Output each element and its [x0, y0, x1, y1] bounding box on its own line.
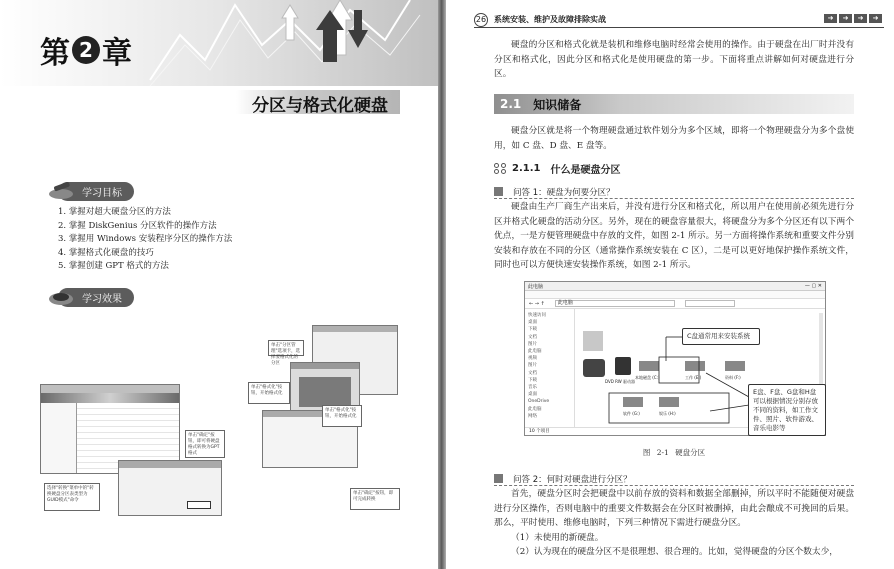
- sidebar-item[interactable]: 图片: [528, 341, 537, 347]
- sidebar-item[interactable]: 音乐: [528, 385, 537, 391]
- callout-confirm: 单击"确定"按钮，即可完成转换: [350, 488, 400, 510]
- question-2-label: 问答 2：何时对硬盘进行分区？: [513, 474, 632, 485]
- chapter-header: [0, 0, 438, 120]
- goals-list: [58, 206, 232, 274]
- arrow-icon: ➜: [824, 14, 837, 23]
- question-1-bar: [494, 185, 854, 199]
- sidebar-item[interactable]: 文档: [528, 370, 537, 376]
- effects-badge-label: 学习效果: [58, 288, 134, 307]
- chapter-suffix: 章: [102, 36, 132, 71]
- running-title: 系统安装、维护及故障排除实战: [494, 15, 606, 24]
- goal-item: 4. 掌握格式化硬盘的技巧: [58, 247, 154, 258]
- right-page: [446, 0, 894, 569]
- callout-c-drive: C盘通常用来安装系统: [682, 328, 760, 345]
- subsection-number: 2.1.1: [512, 163, 541, 174]
- sidebar-item[interactable]: 桌面: [528, 392, 537, 398]
- square-icon: [494, 187, 503, 196]
- window-title: 此电脑: [528, 283, 544, 290]
- page-number: 26: [474, 13, 488, 27]
- goals-badge-label: 学习目标: [58, 182, 134, 201]
- callout-format-info: 单击"格式化"按钮，开始格式化: [322, 405, 362, 427]
- drive-label: DVD RW 驱动器: [605, 379, 635, 384]
- callout-convert-done: 单击"确定"按钮，即可将硬盘格式转换为GPT格式: [185, 430, 225, 458]
- nav-arrows-icon[interactable]: ← → ↑: [529, 300, 545, 307]
- square-icon: [494, 474, 503, 483]
- header-arrows: [824, 14, 882, 23]
- goal-item: 2. 掌握 DiskGenius 分区软件的操作方法: [58, 220, 217, 231]
- dialog-screenshot: [118, 460, 222, 516]
- disc-icon: [48, 288, 74, 306]
- sidebar-item[interactable]: 视频: [528, 356, 537, 362]
- goal-item: 1. 掌握对超大硬盘分区的方法: [58, 207, 171, 217]
- drive-label: 工作 (E:): [685, 375, 702, 380]
- goal-item: 3. 掌握用 Windows 安装程序分区的操作方法: [58, 234, 233, 244]
- subsection-title: 什么是硬盘分区: [550, 165, 621, 176]
- chapter-prefix: 第: [40, 36, 70, 71]
- dots-icon: [494, 163, 506, 175]
- chapter-number: 2: [72, 36, 100, 64]
- section-heading: [494, 94, 854, 114]
- sidebar-item[interactable]: 网络: [528, 413, 537, 419]
- arrow-icon: ➜: [854, 14, 867, 23]
- answer-1: 硬盘由生产厂商生产出来后，并没有进行分区和格式化，所以用户在使用前必须先进行分区并格式化硬盘的活动分区。另外，现在的硬盘容量很大，将硬盘分为多个分区还有以下两个优点，一是方便管理硬盘中存放的文件，如图 2-1 所示。另一方面将操作系统和重要文件分别安装和存放在不同的分区（通常操作系统安装在 C 区），二是可以更好地保护操作系统文件，同时也可以方便快速安装操作系统，如图 2-1 所示。: [494, 202, 854, 271]
- section-number: 2.1: [500, 97, 522, 111]
- running-header: [474, 12, 884, 28]
- address-bar[interactable]: 此电脑: [555, 300, 675, 307]
- subsection-heading: [494, 161, 620, 176]
- sidebar-item[interactable]: OneDrive: [528, 399, 550, 405]
- figure-2-1: [524, 281, 826, 436]
- status-bar: 10 个项目: [525, 427, 825, 435]
- drive-label: 本地磁盘 (C:): [635, 375, 660, 380]
- sidebar-item[interactable]: 此电脑: [528, 349, 542, 355]
- goals-badge: [48, 181, 134, 201]
- sidebar-item[interactable]: 快速访问: [528, 313, 546, 318]
- effects-badge: [48, 287, 134, 307]
- drive-label: 娱乐 (H:): [659, 411, 676, 416]
- list-item: （2）认为现在的硬盘分区不是很理想、很合理的。比如，觉得硬盘的分区个数太少，: [511, 547, 838, 557]
- section-title: 知识储备: [533, 97, 582, 112]
- chapter-title-label: [40, 28, 132, 72]
- goal-item: 5. 掌握创建 GPT 格式的方法: [58, 261, 169, 271]
- chapter-title-banner: [236, 90, 400, 114]
- question-1-label: 问答 1：硬盘为何要分区？: [513, 187, 615, 198]
- drive-label: 软件 (G:): [623, 411, 640, 416]
- pen-icon: [48, 182, 74, 200]
- sidebar-item[interactable]: 文档: [528, 334, 537, 340]
- question-2-bar: [494, 472, 854, 486]
- section-intro: 硬盘分区就是将一个物理硬盘通过软件划分为多个区域，即将一个物理硬盘分为多个盘使用，如 C 盘、D 盘、E 盘等。: [494, 126, 854, 151]
- arrow-icon: ➜: [839, 14, 852, 23]
- intro-paragraph: 硬盘的分区和格式化就是装机和维修电脑时经常会使用的操作。由于硬盘在出厂时并没有分区和格式化，因此分区和格式化是使用硬盘的第一步。下面将重点讲解如何对硬盘进行分区。: [494, 40, 854, 80]
- callout-format-button: 单击"格式化"按钮，开始格式化: [248, 382, 290, 404]
- drive-label: 资料 (F:): [725, 375, 741, 380]
- callout-partition-tab: 单击"分区管理"选项卡，选择要格式化的分区: [268, 340, 304, 356]
- callout-efgh-drives: E盘、F盘、G盘和H盘可以根据情况分别存放不同的资料，如工作文件、照片、软件游戏、音乐电影等: [748, 384, 826, 436]
- list-item: （1）未使用的新硬盘。: [511, 533, 604, 543]
- sidebar-item[interactable]: 下载: [528, 327, 537, 333]
- book-spine: [438, 0, 446, 569]
- figure-caption: 图 2-1 硬盘分区: [642, 448, 706, 457]
- arrow-icon: ➜: [869, 14, 882, 23]
- chapter-title: 分区与格式化硬盘: [252, 96, 388, 116]
- sidebar-item[interactable]: 下载: [528, 377, 537, 383]
- sidebar-item[interactable]: 桌面: [528, 320, 537, 326]
- left-page: [0, 0, 438, 569]
- sidebar-item[interactable]: 此电脑: [528, 406, 542, 412]
- window-controls-icon: — ▢ ✕: [804, 283, 822, 289]
- answer-2: 首先，硬盘分区时会把硬盘中以前存放的资料和数据全部删掉，所以平时不能随便对硬盘进行分区操作，否则电脑中的重要文件数据会在分区时被删掉，由此会酿成不可挽回的后果。那么，平时使用、维修电脑时，下列三种情况下需进行硬盘分区。: [494, 489, 854, 529]
- sidebar-item[interactable]: 图片: [528, 363, 537, 369]
- callout-convert-menu: 选择"转换"菜单中的"转换硬盘分区表类型为GUID模式"命令: [44, 483, 100, 511]
